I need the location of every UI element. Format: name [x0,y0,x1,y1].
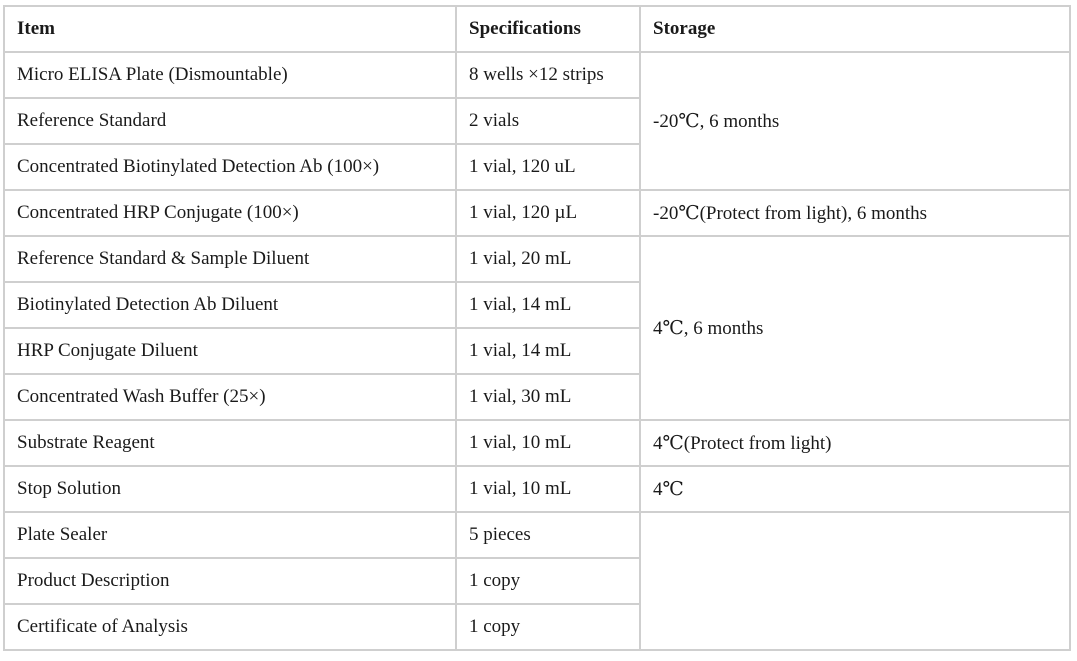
storage-cell: -20℃(Protect from light), 6 months [640,190,1070,236]
item-cell: Concentrated Wash Buffer (25×) [4,374,456,420]
storage-cell: -20℃, 6 months [640,52,1070,190]
spec-cell: 1 copy [456,558,640,604]
spec-cell: 1 copy [456,604,640,650]
table-row [4,190,1070,236]
spec-cell: 1 vial, 14 mL [456,282,640,328]
storage-cell: 4℃ [640,466,1070,512]
table-row [4,52,1070,98]
item-cell: Micro ELISA Plate (Dismountable) [4,52,456,98]
item-cell: HRP Conjugate Diluent [4,328,456,374]
table-row [4,420,1070,466]
table-row [4,512,1070,558]
spec-cell: 1 vial, 20 mL [456,236,640,282]
item-cell: Reference Standard [4,98,456,144]
spec-cell: 5 pieces [456,512,640,558]
item-cell: Certificate of Analysis [4,604,456,650]
storage-cell: 4℃(Protect from light) [640,420,1070,466]
item-cell: Product Description [4,558,456,604]
header-storage: Storage [640,6,1070,52]
spec-cell: 1 vial, 30 mL [456,374,640,420]
item-cell: Stop Solution [4,466,456,512]
item-cell: Substrate Reagent [4,420,456,466]
item-cell: Plate Sealer [4,512,456,558]
spec-cell: 1 vial, 120 uL [456,144,640,190]
spec-cell: 8 wells ×12 strips [456,52,640,98]
header-specifications: Specifications [456,6,640,52]
item-cell: Reference Standard & Sample Diluent [4,236,456,282]
table-row [4,236,1070,282]
storage-cell: 4℃, 6 months [640,236,1070,420]
spec-cell: 1 vial, 10 mL [456,466,640,512]
item-cell: Concentrated HRP Conjugate (100×) [4,190,456,236]
table-row [4,466,1070,512]
header-item: Item [4,6,456,52]
spec-cell: 1 vial, 10 mL [456,420,640,466]
item-cell: Concentrated Biotinylated Detection Ab (100×) [4,144,456,190]
header-row [4,6,1070,52]
item-cell: Biotinylated Detection Ab Diluent [4,282,456,328]
spec-cell: 1 vial, 14 mL [456,328,640,374]
spec-cell: 2 vials [456,98,640,144]
storage-cell-empty [640,512,1070,650]
spec-cell: 1 vial, 120 µL [456,190,640,236]
kit-components-table [3,5,1071,651]
